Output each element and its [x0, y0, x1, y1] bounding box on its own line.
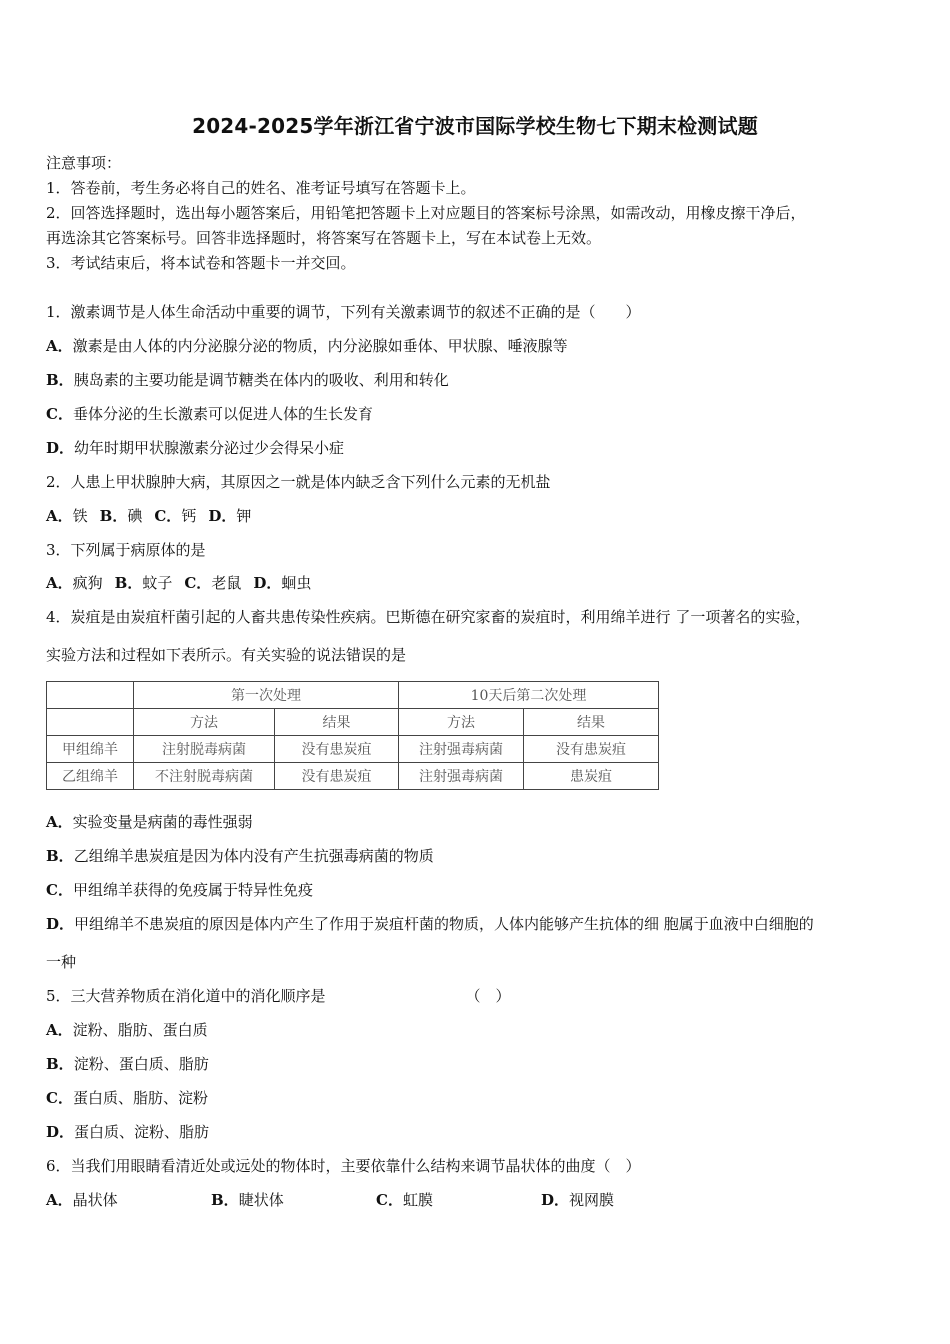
table-header-cell: 第一次处理 [134, 682, 399, 709]
q6-options [46, 1189, 614, 1210]
q2-options [46, 505, 263, 526]
notice-item: 2．回答选择题时，选出每小题答案后，用铅笔把答题卡上对应题目的答案标号涂黑，如需改动，用橡皮擦干净后， [46, 204, 806, 222]
q2-option-d: D．钾 [208, 507, 252, 525]
table-cell: 甲组绵羊 [47, 736, 134, 763]
table-cell: 注射强毒病菌 [399, 736, 524, 763]
q3-option-a: A．疯狗 [46, 574, 103, 592]
table-header-row [47, 682, 659, 709]
q4-option-d: D．甲组绵羊不患炭疽的原因是体内产生了作用于炭疽杆菌的物质，人体内能够产生抗体的细 胞属于血液中白细胞的 [46, 915, 814, 933]
table-header-row [47, 709, 659, 736]
notice-item: 再选涂其它答案标号。回答非选择题时，将答案写在答题卡上，写在本试卷上无效。 [46, 229, 602, 247]
q3-option-c: C．老鼠 [184, 574, 242, 592]
q5-answer-paren: （ ） [465, 987, 511, 1005]
table-cell: 乙组绵羊 [47, 763, 134, 790]
table-row [47, 736, 659, 763]
table-cell: 没有患炭疽 [275, 736, 399, 763]
q6-option-a: A．晶状体 [46, 1191, 118, 1209]
experiment-table [46, 681, 659, 790]
table-header-cell: 10天后第二次处理 [399, 682, 659, 709]
q4-stem-cont: 实验方法和过程如下表所示。有关实验的说法错误的是 [46, 646, 407, 664]
table-cell [47, 709, 134, 736]
q3-options [46, 572, 323, 593]
q1-option-b: B．胰岛素的主要功能是调节糖类在体内的吸收、利用和转化 [46, 371, 449, 389]
q5-stem: 5．三大营养物质在消化道中的消化顺序是 （ ） [46, 987, 511, 1005]
table-cell: 注射强毒病菌 [399, 763, 524, 790]
table-header-cell: 方法 [399, 709, 524, 736]
q4-option-a: A．实验变量是病菌的毒性强弱 [46, 813, 253, 831]
q2-stem: 2．人患上甲状腺肿大病，其原因之一就是体内缺乏含下列什么元素的无机盐 [46, 473, 551, 491]
table-cell: 没有患炭疽 [524, 736, 659, 763]
q3-option-d: D．蛔虫 [253, 574, 312, 592]
q1-option-c: C．垂体分泌的生长激素可以促进人体的生长发育 [46, 405, 373, 423]
table-cell: 注射脱毒病菌 [134, 736, 275, 763]
table-header-cell: 结果 [524, 709, 659, 736]
notice-item: 1．答卷前，考生务必将自己的姓名、准考证号填写在答题卡上。 [46, 179, 476, 197]
q4-option-d-cont: 一种 [46, 953, 77, 971]
q6-option-c: C．虹膜 [376, 1191, 433, 1209]
q2-option-a: A．铁 [46, 507, 88, 525]
table-header-cell: 结果 [275, 709, 399, 736]
notice-heading: 注意事项： [46, 154, 122, 172]
q4-stem: 4．炭疽是由炭疽杆菌引起的人畜共患传染性疾病。巴斯德在研究家畜的炭疽时，利用绵羊进行 了一项著名的实验， [46, 608, 811, 626]
q4-option-b: B．乙组绵羊患炭疽是因为体内没有产生抗强毒病菌的物质 [46, 847, 434, 865]
q6-option-d: D．视网膜 [541, 1191, 615, 1209]
q6-stem: 6．当我们用眼睛看清近处或远处的物体时，主要依靠什么结构来调节晶状体的曲度（ ） [46, 1157, 641, 1175]
table-cell [47, 682, 134, 709]
table-cell: 不注射脱毒病菌 [134, 763, 275, 790]
q3-option-b: B．蚊子 [114, 574, 173, 592]
q1-option-d: D．幼年时期甲状腺激素分泌过少会得呆小症 [46, 439, 345, 457]
table-row [47, 763, 659, 790]
q1-option-a: A．激素是由人体的内分泌腺分泌的物质，内分泌腺如垂体、甲状腺、唾液腺等 [46, 337, 568, 355]
table-cell: 没有患炭疽 [275, 763, 399, 790]
q5-option-a: A．淀粉、脂肪、蛋白质 [46, 1021, 208, 1039]
q5-option-b: B．淀粉、蛋白质、脂肪 [46, 1055, 209, 1073]
notice-item: 3．考试结束后，将本试卷和答题卡一并交回。 [46, 254, 356, 272]
q5-option-c: C．蛋白质、脂肪、淀粉 [46, 1089, 208, 1107]
q1-stem: 1．激素调节是人体生命活动中重要的调节，下列有关激素调节的叙述不正确的是（ ） [46, 303, 641, 321]
q5-option-d: D．蛋白质、淀粉、脂肪 [46, 1123, 210, 1141]
table-header-cell: 方法 [134, 709, 275, 736]
table-cell: 患炭疽 [524, 763, 659, 790]
q3-stem: 3．下列属于病原体的是 [46, 541, 206, 559]
q6-option-b: B．睫状体 [211, 1191, 284, 1209]
q4-option-c: C．甲组绵羊获得的免疫属于特异性免疫 [46, 881, 313, 899]
q2-option-b: B．碘 [99, 507, 143, 525]
page-title: 2024-2025学年浙江省宁波市国际学校生物七下期末检测试题 [192, 114, 758, 138]
q2-option-c: C．钙 [154, 507, 197, 525]
